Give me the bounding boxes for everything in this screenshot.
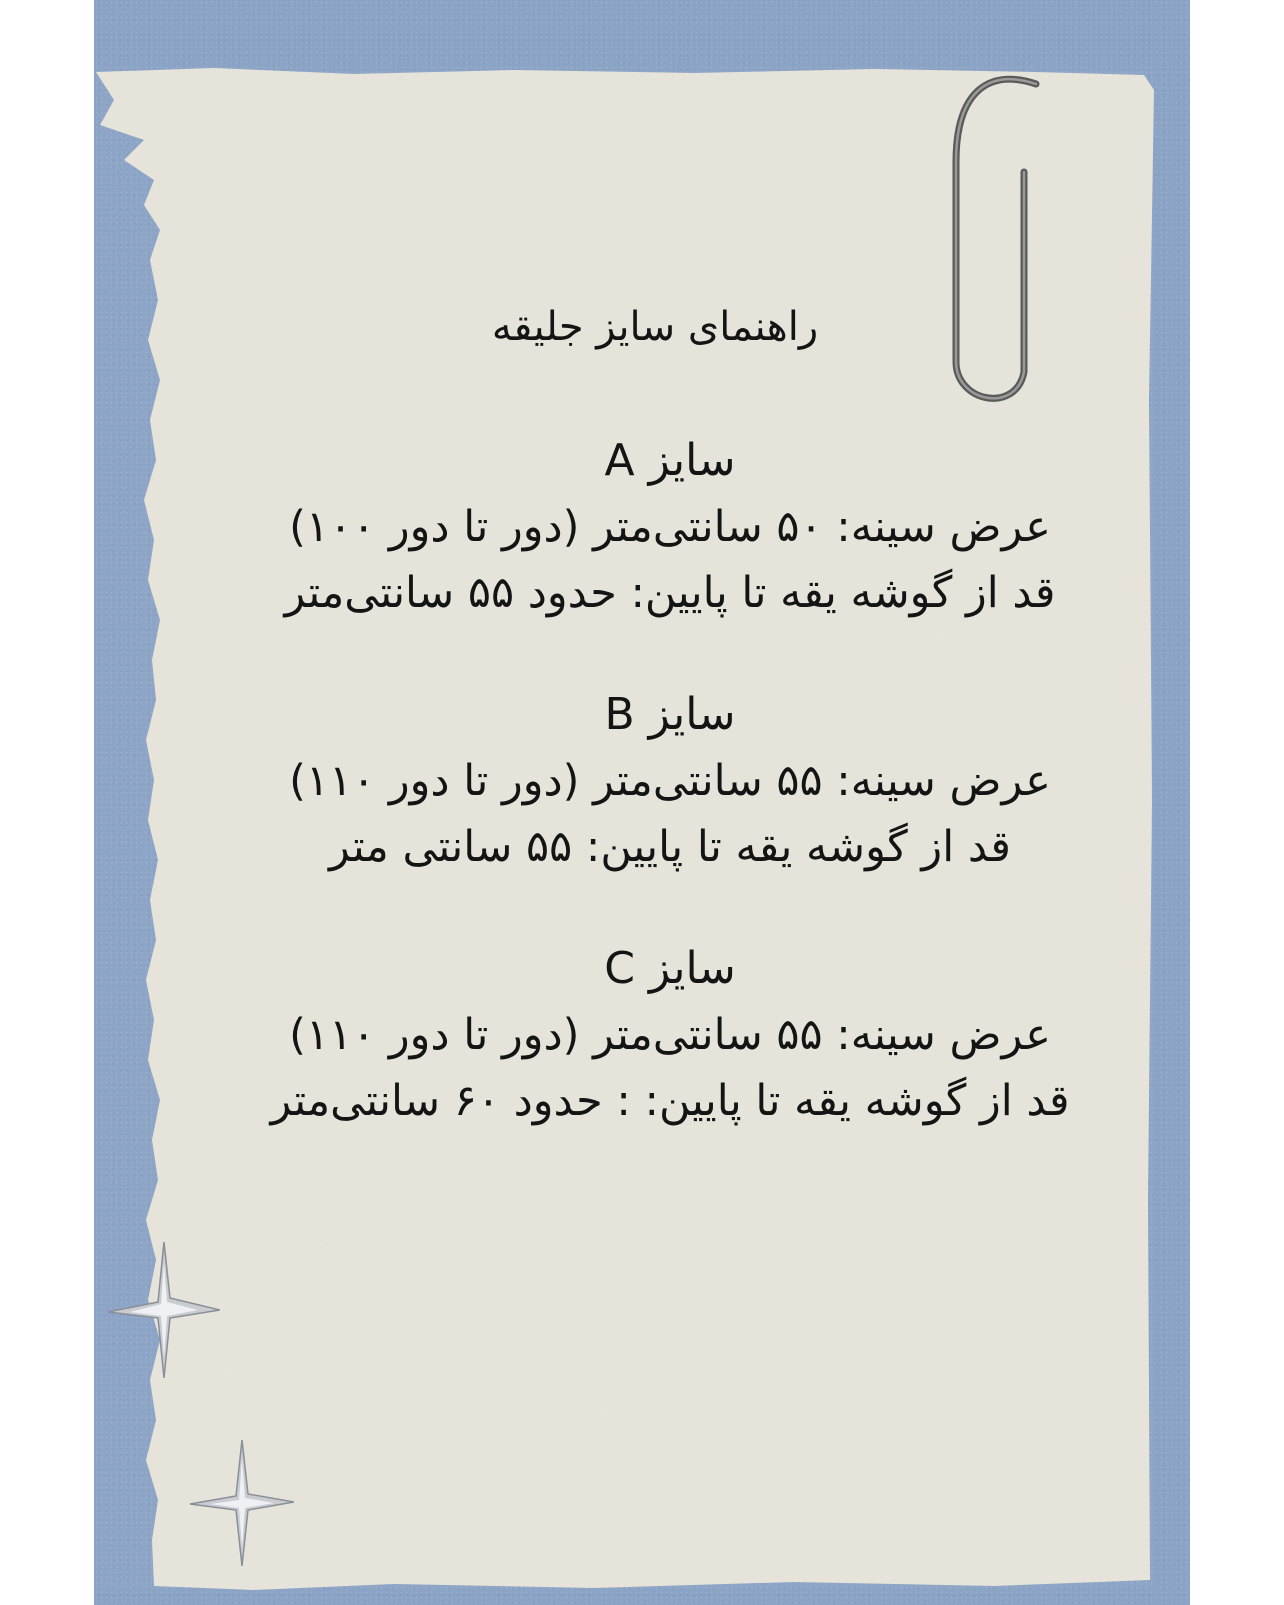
- length-line: قد از گوشه یقه تا پایین: حدود ۵۵ سانتی‌متر: [284, 568, 1056, 618]
- size-section-a: [260, 428, 1080, 626]
- chest-width-line: عرض سینه: ۵۵ سانتی‌متر (دور تا دور ۱۱۰): [289, 756, 1051, 806]
- length-line: قد از گوشه یقه تا پایین: : حدود ۶۰ سانتی‌متر: [270, 1076, 1070, 1126]
- size-label: سایز B: [604, 689, 736, 740]
- chest-width-line: عرض سینه: ۵۰ سانتی‌متر (دور تا دور ۱۰۰): [289, 502, 1051, 552]
- size-label: سایز C: [604, 943, 736, 994]
- size-guide: [260, 300, 1080, 1190]
- sparkle-star-icon: [190, 1440, 294, 1566]
- sparkle-star-icon: [108, 1242, 220, 1378]
- size-section-b: [260, 682, 1080, 880]
- chest-width-line: عرض سینه: ۵۵ سانتی‌متر (دور تا دور ۱۱۰): [289, 1010, 1051, 1060]
- size-label: سایز A: [604, 435, 736, 486]
- length-line: قد از گوشه یقه تا پایین: ۵۵ سانتی متر: [329, 822, 1011, 872]
- page-title: راهنمای سایز جلیقه: [491, 304, 819, 350]
- size-section-c: [260, 936, 1080, 1134]
